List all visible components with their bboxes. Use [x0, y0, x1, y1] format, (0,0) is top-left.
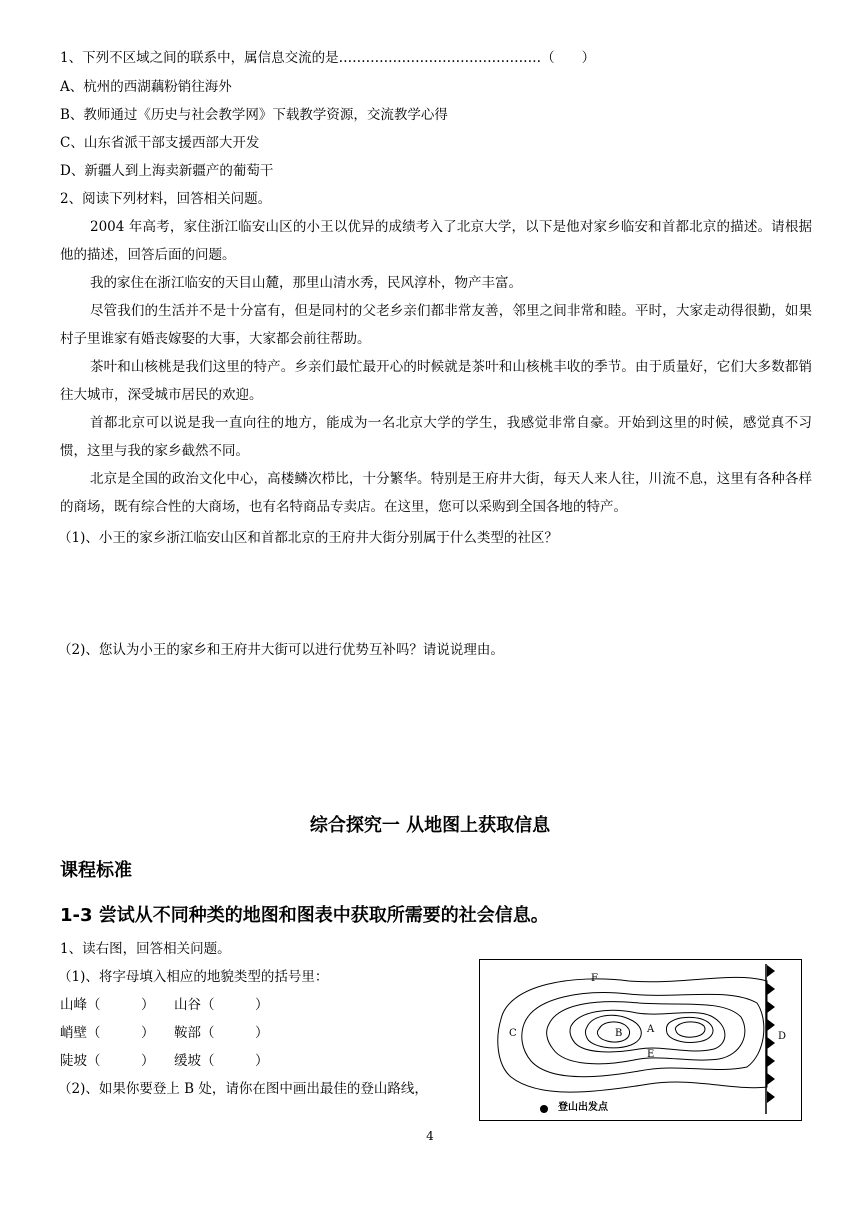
- landform-peak: 山峰（ ）: [60, 997, 155, 1013]
- q1-option-d: D、新疆人到上海卖新疆产的葡萄干: [60, 163, 274, 179]
- q2-paragraph-2: 我的家住在浙江临安的天目山麓，那里山清水秀，民风淳朴，物产丰富。: [90, 275, 522, 291]
- map-label-c: C: [509, 1028, 517, 1039]
- q2-sub-question-2: （2)、您认为小王的家乡和王府井大街可以进行优势互补吗？请说说理由。: [58, 642, 504, 658]
- landform-steep-slope: 陡坡（ ）: [60, 1053, 155, 1069]
- q3-stem: 1、读右图，回答相关问题。: [60, 941, 231, 957]
- q2-stem: 2、阅读下列材料，回答相关问题。: [60, 191, 272, 207]
- q2-paragraph-6: 北京是全国的政治文化中心，高楼鳞次栉比，十分繁华。特别是王府井大街，每天人来人往，川流不息，这里有各种各样的商场，既有综合性的大商场，也有名特商品专卖店。在这里，您可以采购到全国各地的特产。: [60, 471, 812, 515]
- map-frame: [480, 960, 802, 1121]
- q2-paragraph-3: 尽管我们的生活并不是十分富有，但是同村的父老乡亲们都非常友善，邻里之间非常和睦。平时，大家走动得很勤，如果村子里谁家有婚丧嫁娶的大事，大家都会前往帮助。: [60, 303, 812, 347]
- q2-paragraph-5: 首都北京可以说是我一直向往的地方，能成为一名北京大学的学生，我感觉非常自豪。开始到这里的时候，感觉真不习惯，这里与我的家乡截然不同。: [60, 415, 812, 459]
- standard-heading: 课程标准: [60, 860, 132, 881]
- section-title: 综合探究一 从地图上获取信息: [309, 815, 551, 836]
- map-label-b: B: [615, 1028, 623, 1039]
- start-point-label: 登山出发点: [558, 1102, 608, 1113]
- q1-stem: 1、下列不区域之间的联系中，属信息交流的是………………………………………（ ）: [60, 50, 596, 66]
- q1-option-a: A、杭州的西湖藕粉销往海外: [60, 79, 232, 95]
- q3-sub-question-1: （1)、将字母填入相应的地貌类型的括号里：: [58, 969, 329, 985]
- q2-sub-question-1: （1)、小王的家乡浙江临安山区和首都北京的王府井大街分别属于什么类型的社区？: [58, 530, 558, 546]
- q3-sub-question-2: （2)、如果你要登上 B 处，请你在图中画出最佳的登山路线，: [58, 1081, 428, 1097]
- map-label-a: A: [647, 1024, 655, 1035]
- map-label-e: E: [647, 1049, 655, 1060]
- q1-option-b: B、教师通过《历史与社会教学网》下载教学资源，交流教学心得: [60, 107, 448, 123]
- landform-cliff: 峭壁（ ）: [60, 1025, 155, 1041]
- landform-valley: 山谷（ ）: [174, 997, 269, 1013]
- standard-text: 1-3 尝试从不同种类的地图和图表中获取所需要的社会信息。: [60, 905, 549, 926]
- landform-gentle-slope: 缓坡（ ）: [174, 1053, 269, 1069]
- q1-option-c: C、山东省派干部支援西部大开发: [60, 135, 260, 151]
- contour-map: [479, 959, 802, 1121]
- map-label-f: F: [591, 973, 598, 984]
- map-label-d: D: [778, 1031, 787, 1042]
- start-point-marker: [540, 1105, 548, 1113]
- q2-paragraph-1: 2004 年高考，家住浙江临安山区的小王以优异的成绩考入了北京大学，以下是他对家乡临安和首都北京的描述。请根据他的描述，回答后面的问题。: [60, 219, 812, 263]
- q2-paragraph-4: 茶叶和山核桃是我们这里的特产。乡亲们最忙最开心的时候就是茶叶和山核桃丰收的季节。由于质量好，它们大多数都销往大城市，深受城市居民的欢迎。: [60, 359, 812, 403]
- landform-saddle: 鞍部（ ）: [174, 1025, 269, 1041]
- page-number: 4: [426, 1129, 434, 1143]
